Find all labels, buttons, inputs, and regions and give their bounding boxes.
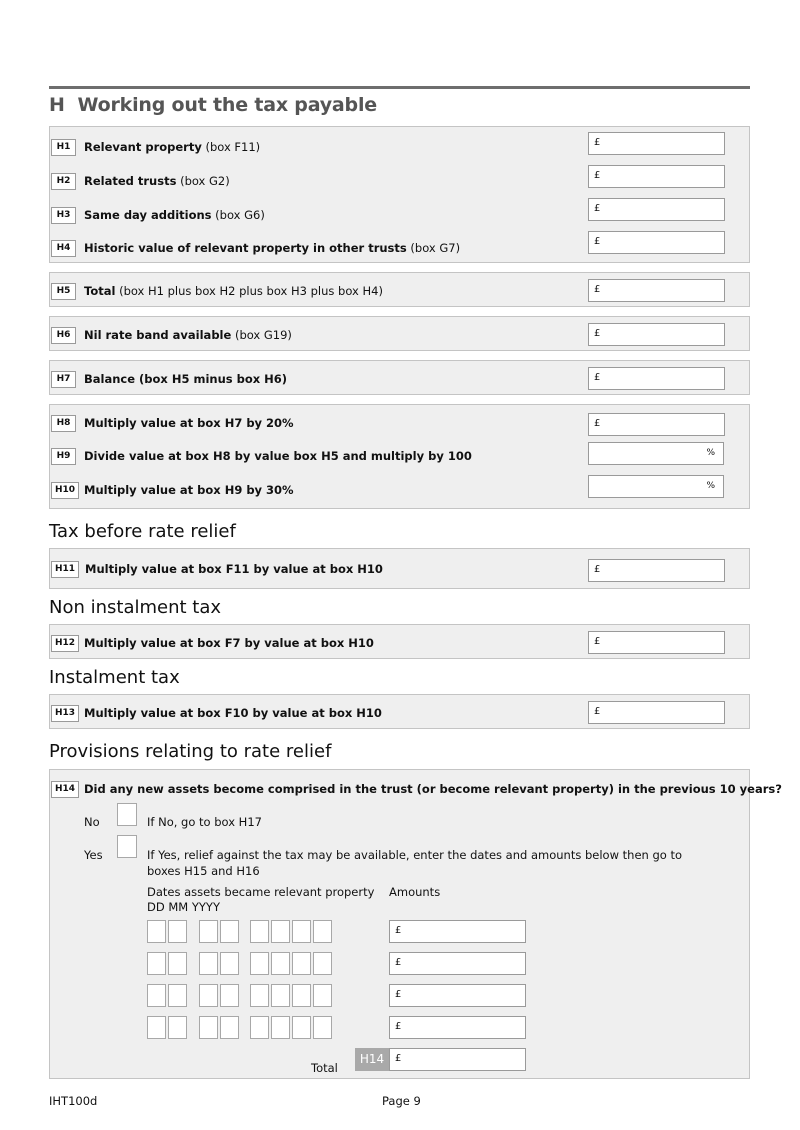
year-digit-box[interactable] xyxy=(250,920,269,943)
asset-amount-field[interactable]: £ xyxy=(389,984,526,1007)
box-code: H12 xyxy=(51,635,79,652)
h10-percent-field[interactable]: % xyxy=(588,475,724,498)
box-code: H7 xyxy=(51,371,76,388)
row-label: Multiply value at box H9 by 30% xyxy=(84,483,294,497)
row-label: Same day additions (box G6) xyxy=(84,208,265,222)
box-code: H4 xyxy=(51,240,76,257)
year-digit-box[interactable] xyxy=(292,1016,311,1039)
box-code: H5 xyxy=(51,283,76,300)
year-digit-box[interactable] xyxy=(271,1016,290,1039)
month-digit-box[interactable] xyxy=(220,984,239,1007)
box-code: H2 xyxy=(51,173,76,190)
month-digit-box[interactable] xyxy=(199,1016,218,1039)
yes-checkbox[interactable] xyxy=(117,835,137,858)
month-digit-box[interactable] xyxy=(199,952,218,975)
h8-amount-field[interactable]: £ xyxy=(588,413,725,436)
panel-h7 xyxy=(49,360,750,395)
h14-total-field[interactable]: £ xyxy=(389,1048,526,1071)
year-digit-box[interactable] xyxy=(271,920,290,943)
row-label: Historic value of relevant property in other trusts (box G7) xyxy=(84,241,461,255)
total-label: Total xyxy=(311,1061,338,1075)
row-label: Related trusts (box G2) xyxy=(84,174,230,188)
yes-option-label: Yes xyxy=(84,848,103,862)
box-code: H9 xyxy=(51,448,76,465)
day-digit-box[interactable] xyxy=(168,1016,187,1039)
year-digit-box[interactable] xyxy=(250,984,269,1007)
box-code: H8 xyxy=(51,415,76,432)
subheading-non-instalment-tax: Non instalment tax xyxy=(49,597,222,618)
month-digit-box[interactable] xyxy=(220,920,239,943)
day-digit-box[interactable] xyxy=(168,920,187,943)
box-code: H11 xyxy=(51,561,79,578)
form-reference: IHT100d xyxy=(49,1094,98,1108)
year-digit-box[interactable] xyxy=(313,1016,332,1039)
panel-h14 xyxy=(49,769,782,1079)
panel-h8-h10 xyxy=(49,404,750,509)
subheading-provisions: Provisions relating to rate relief xyxy=(49,741,332,762)
row-label: Multiply value at box F7 by value at box H10 xyxy=(84,636,374,650)
h5-amount-field[interactable]: £ xyxy=(588,279,725,302)
no-option-label: No xyxy=(84,815,100,829)
month-digit-box[interactable] xyxy=(220,1016,239,1039)
row-label: Multiply value at box F11 by value at box H10 xyxy=(85,562,383,576)
year-digit-box[interactable] xyxy=(271,952,290,975)
dates-column-header: Dates assets became relevant property DD MM YYYY xyxy=(147,885,375,914)
box-code: H3 xyxy=(51,207,76,224)
panel-h11 xyxy=(49,548,750,589)
year-digit-box[interactable] xyxy=(313,984,332,1007)
h11-amount-field[interactable]: £ xyxy=(588,559,725,582)
year-digit-box[interactable] xyxy=(292,984,311,1007)
year-digit-box[interactable] xyxy=(271,984,290,1007)
h12-amount-field[interactable]: £ xyxy=(588,631,725,654)
day-digit-box[interactable] xyxy=(168,952,187,975)
panel-h13 xyxy=(49,694,750,729)
row-label: Total (box H1 plus box H2 plus box H3 plus box H4) xyxy=(84,284,383,298)
section-rule xyxy=(49,86,750,89)
year-digit-box[interactable] xyxy=(292,920,311,943)
box-code: H1 xyxy=(51,139,76,156)
asset-amount-field[interactable]: £ xyxy=(389,952,526,975)
day-digit-box[interactable] xyxy=(147,984,166,1007)
panel-h5 xyxy=(49,272,750,307)
subheading-instalment-tax: Instalment tax xyxy=(49,667,180,688)
amounts-column-header: Amounts xyxy=(389,885,441,899)
h14-question: Did any new assets become comprised in the trust (or become relevant property) in the previous 10 years? xyxy=(84,782,782,796)
year-digit-box[interactable] xyxy=(250,1016,269,1039)
year-digit-box[interactable] xyxy=(313,952,332,975)
h2-amount-field[interactable]: £ xyxy=(588,165,725,188)
box-code: H10 xyxy=(51,482,79,499)
no-checkbox[interactable] xyxy=(117,803,137,826)
row-label: Nil rate band available (box G19) xyxy=(84,328,292,342)
asset-amount-field[interactable]: £ xyxy=(389,920,526,943)
row-label: Divide value at box H8 by value box H5 and multiply by 100 xyxy=(84,449,472,463)
day-digit-box[interactable] xyxy=(147,952,166,975)
section-title: H Working out the tax payable xyxy=(49,94,377,116)
day-digit-box[interactable] xyxy=(147,920,166,943)
no-note: If No, go to box H17 xyxy=(147,815,262,829)
h6-amount-field[interactable]: £ xyxy=(588,323,725,346)
h9-percent-field[interactable]: % xyxy=(588,442,724,465)
h13-amount-field[interactable]: £ xyxy=(588,701,725,724)
h3-amount-field[interactable]: £ xyxy=(588,198,725,221)
subheading-tax-before-rate-relief: Tax before rate relief xyxy=(49,521,236,542)
year-digit-box[interactable] xyxy=(313,920,332,943)
row-label: Multiply value at box F10 by value at box H10 xyxy=(84,706,382,720)
box-code: H6 xyxy=(51,327,76,344)
panel-h12 xyxy=(49,624,750,659)
h4-amount-field[interactable]: £ xyxy=(588,231,725,254)
row-label: Balance (box H5 minus box H6) xyxy=(84,372,288,386)
h7-amount-field[interactable]: £ xyxy=(588,367,725,390)
row-label: Multiply value at box H7 by 20% xyxy=(84,416,294,430)
page-number: Page 9 xyxy=(382,1094,421,1108)
panel-h6 xyxy=(49,316,750,351)
panel-h1-h4 xyxy=(49,126,750,263)
box-code: H13 xyxy=(51,705,79,722)
year-digit-box[interactable] xyxy=(292,952,311,975)
h14-total-code: H14 xyxy=(355,1048,389,1071)
row-label: Relevant property (box F11) xyxy=(84,140,261,154)
day-digit-box[interactable] xyxy=(168,984,187,1007)
month-digit-box[interactable] xyxy=(199,920,218,943)
box-code: H14 xyxy=(51,781,79,798)
day-digit-box[interactable] xyxy=(147,1016,166,1039)
year-digit-box[interactable] xyxy=(250,952,269,975)
asset-amount-field[interactable]: £ xyxy=(389,1016,526,1039)
month-digit-box[interactable] xyxy=(199,984,218,1007)
yes-note: If Yes, relief against the tax may be available, enter the dates and amounts below then go to boxes H15 and H16 xyxy=(147,848,682,878)
month-digit-box[interactable] xyxy=(220,952,239,975)
h1-amount-field[interactable]: £ xyxy=(588,132,725,155)
